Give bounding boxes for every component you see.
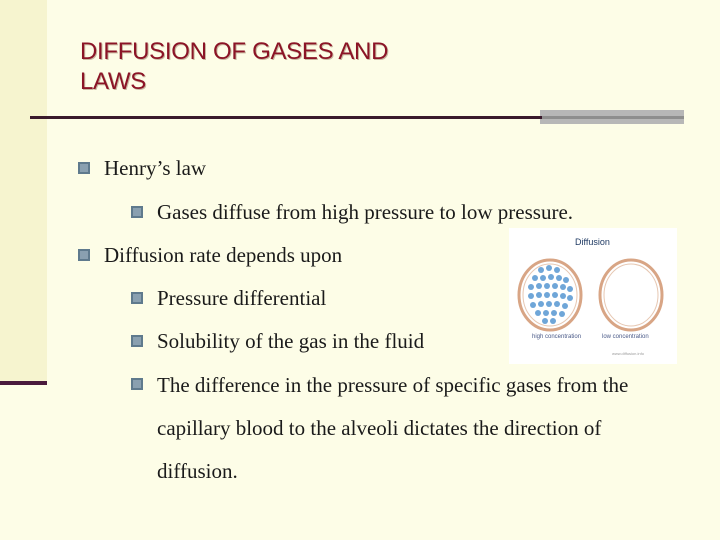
bullet-henrys-law [78,155,206,181]
bullet-text: Solubility of the gas in the fluid [157,329,425,353]
slide-title-line-1: DIFFUSION OF GASES AND [80,38,389,65]
bullet-marker-icon [131,335,143,347]
bullet-marker-icon [78,162,90,174]
bullet-text: Diffusion rate depends upon [104,243,343,267]
bullet-text: Henry’s law [104,156,207,180]
figure-caption-high: high concentration [532,334,582,340]
bullet-marker-icon [78,249,90,261]
bullet-pressure-difference [131,364,677,493]
diffusion-illustration [509,228,677,364]
low-concentration-cell-inner [604,264,658,326]
figure-footer: www.diffusion.info [612,351,644,356]
diffusion-figure [509,228,677,364]
figure-caption-low: low concentration [602,334,649,340]
bullet-marker-icon [131,206,143,218]
title-rule [30,116,542,119]
bullet-text: Gases diffuse from high pressure to low pressure. [157,200,574,224]
bullet-pressure-differential [131,285,326,311]
bullet-marker-icon [131,292,143,304]
left-accent-rule [0,381,47,385]
gas-molecules [528,265,573,324]
bullet-solubility [131,328,424,354]
low-concentration-cell [600,260,662,330]
figure-title: Diffusion [575,237,610,247]
bullet-marker-icon [131,378,143,390]
left-accent-band [0,0,47,384]
bullet-gases-diffuse [131,199,573,225]
bullet-diffusion-rate [78,242,342,268]
bullet-text: The difference in the pressure of specific gases from the capillary blood to the alveoli dictates the direction of diffusion. [157,373,629,483]
slide-title-line-2: LAWS [80,68,146,95]
slide-title [80,37,500,97]
title-rule-accent-line [540,116,684,119]
bullet-text: Pressure differential [157,286,327,310]
